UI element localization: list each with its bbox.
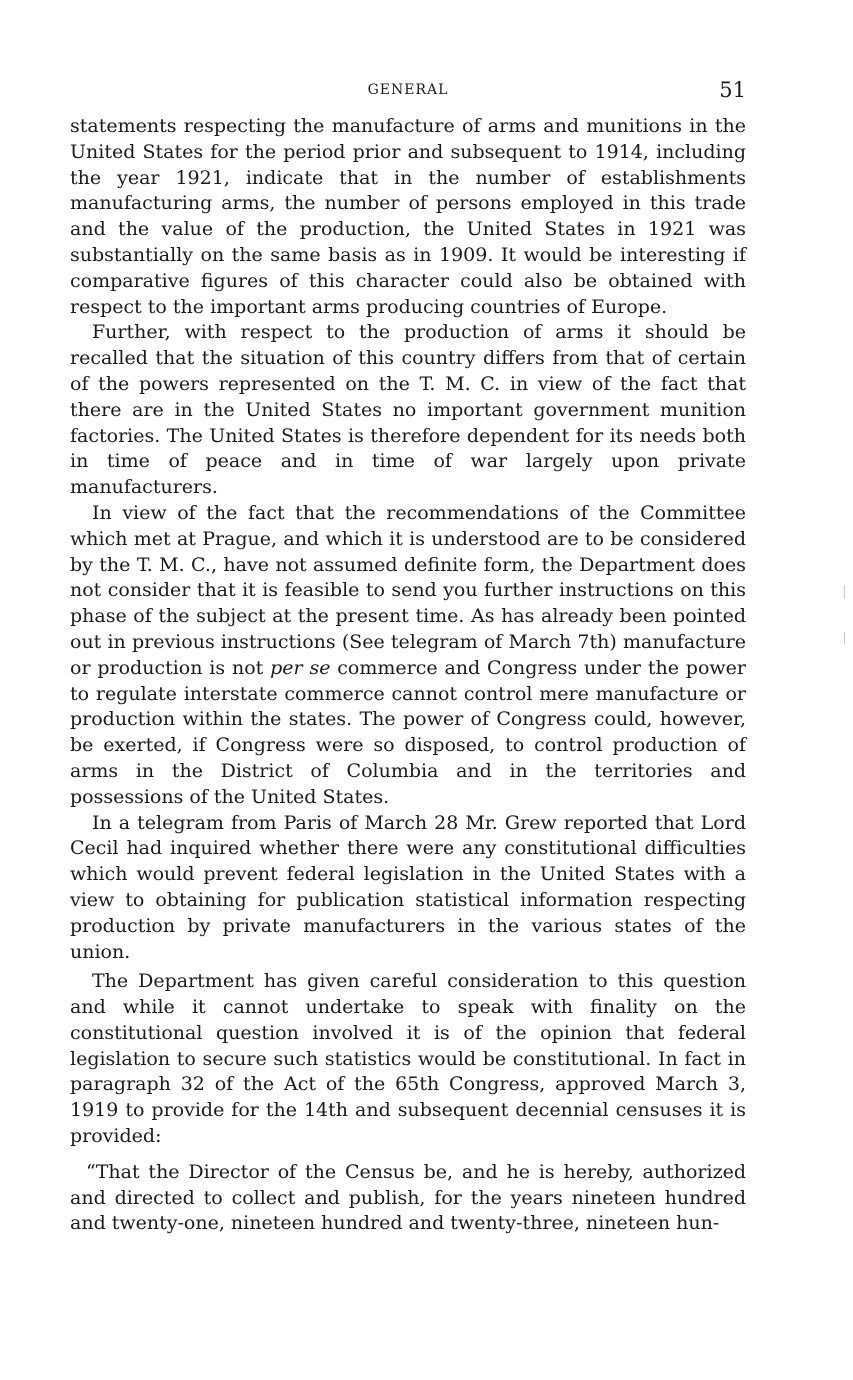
paragraph-prague-committee (70, 501, 746, 811)
latin-phrase: per se (270, 656, 331, 679)
page-number: 51 (719, 78, 746, 102)
body-text (70, 114, 746, 1237)
scan-margin-mark (844, 632, 845, 644)
census-act-quote: “That the Director of the Census be, and he is hereby, authorized and directed to collect and publish, for the years nineteen hundred and twenty-one, nineteen hundred and twenty-three, nineteen hun- (70, 1160, 746, 1235)
paragraph-paris-telegram: In a telegram from Paris of March 28 Mr. Grew reported that Lord Cecil had inquired whether there were any constitutional difficulties which would prevent federal legislation in the United States with a view to obtaining for publication statistical information respecting production by private manufacturers in the various states of the union. (70, 811, 746, 963)
scan-margin-mark (844, 585, 845, 599)
running-head (70, 78, 746, 114)
section-title: GENERAL (367, 82, 449, 98)
paragraph-continued: statements respecting the manufacture of arms and munitions in the United States for the period prior and subsequent to 1914, including the year 1921, indicate that in the number of establishments manufacturing arms, the number of persons employed in this trade and the value of the production, the United States in 1921 was substantially on the same basis as in 1909. It would be interesting if comparative figures of this character could also be obtained with respect to the important arms producing countries of Europe. (70, 115, 746, 318)
paragraph-department-opinion: The Department has given careful consideration to this question and while it cannot undertake to speak with finality on the constitutional question involved it is of the opinion that federal legislation to secure such statistics would be constitutional. In fact in paragraph 32 of the Act of the 65th Congress, approved March 3, 1919 to provide for the 14th and subsequent decennial censuses it is provided: (70, 970, 746, 1148)
paragraph-prague-text-before: In view of the fact that the recommendations of the Committee which met at Prague, and which it is understood are to be considered by the T. M. C., have not assumed definite form, the Department does not consider that it is feasible to send you further instructions on this phase of the subject at the present time. As has already been pointed out in previous instructions (See telegram of March 7th) manufacture or production is not (70, 501, 746, 679)
paragraph-prague-text-after: commerce and Congress under the power to regulate interstate commerce cannot control mere manufacture or production within the states. The power of Congress could, however, be exerted, if Congress were so disposed, to control production of arms in the District of Columbia and in the territories and possessions of the United States. (70, 656, 746, 808)
document-page (70, 78, 746, 1237)
paragraph-production-of-arms: Further, with respect to the production of arms it should be recalled that the situation of this country differs from that of certain of the powers represented on the T. M. C. in view of the fact that there are in the United States no important government munition factories. The United States is therefore dependent for its needs both in time of peace and in time of war largely upon private manufacturers. (70, 321, 746, 499)
